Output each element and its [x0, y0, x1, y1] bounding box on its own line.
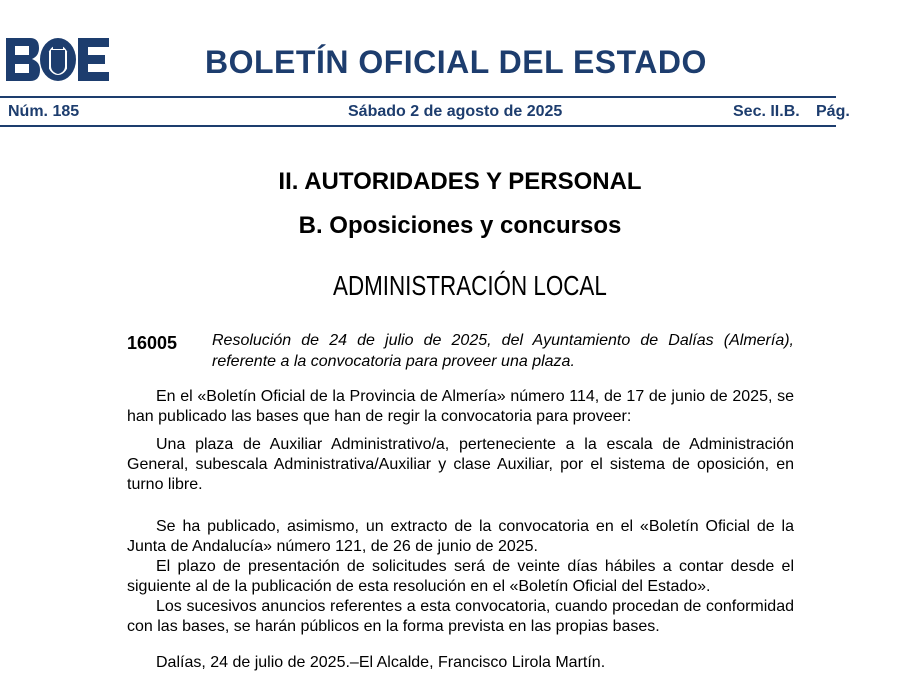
bulletin-section: Sec. II.B. [733, 103, 800, 120]
header-rule-top [0, 96, 836, 98]
administration-heading: ADMINISTRACIÓN LOCAL [333, 270, 607, 301]
page-label: Pág. [816, 103, 850, 120]
entry-summary: Resolución de 24 de julio de 2025, del Ayuntamiento de Dalías (Almería), referente a la convocatoria para proveer una plaza. [212, 332, 794, 370]
paragraph: Una plaza de Auxiliar Administrativo/a, perteneciente a la escala de Administración General, subescala Administrativa/Auxiliar y clase Auxiliar, por el sistema de oposición, en turno libre. [127, 436, 794, 493]
signature-line: Dalías, 24 de julio de 2025.–El Alcalde, Francisco Lirola Martín. [156, 654, 606, 671]
paragraph: El plazo de presentación de solicitudes será de veinte días hábiles a contar desde el siguiente al de la publicación de esta resolución en el «Boletín Oficial del Estado». [127, 558, 794, 595]
entry-reference-number: 16005 [127, 333, 178, 353]
bulletin-date: Sábado 2 de agosto de 2025 [348, 103, 563, 120]
body-block-1 [127, 387, 794, 503]
subsection-heading: B. Oposiciones y concursos [298, 212, 622, 239]
bulletin-title: BOLETÍN OFICIAL DEL ESTADO [205, 44, 707, 80]
header-rule-bottom [0, 125, 836, 127]
paragraph: Se ha publicado, asimismo, un extracto de la convocatoria en el «Boletín Oficial de la Junta de Andalucía» número 121, de 26 de junio de 2025. [127, 518, 794, 555]
bulletin-number: Núm. 185 [8, 103, 80, 120]
paragraph: En el «Boletín Oficial de la Provincia de Almería» número 114, de 17 de junio de 2025, se han publicado las bases que han de regir la convocatoria para proveer: [127, 388, 794, 425]
paragraph: Los sucesivos anuncios referentes a esta convocatoria, cuando procedan de conformidad con las bases, se harán públicos en la forma prevista en las propias bases. [127, 598, 794, 635]
boe-logo [6, 38, 109, 81]
body-block-3 [127, 653, 794, 673]
section-heading: II. AUTORIDADES Y PERSONAL [278, 168, 642, 195]
body-block-2 [127, 517, 794, 637]
